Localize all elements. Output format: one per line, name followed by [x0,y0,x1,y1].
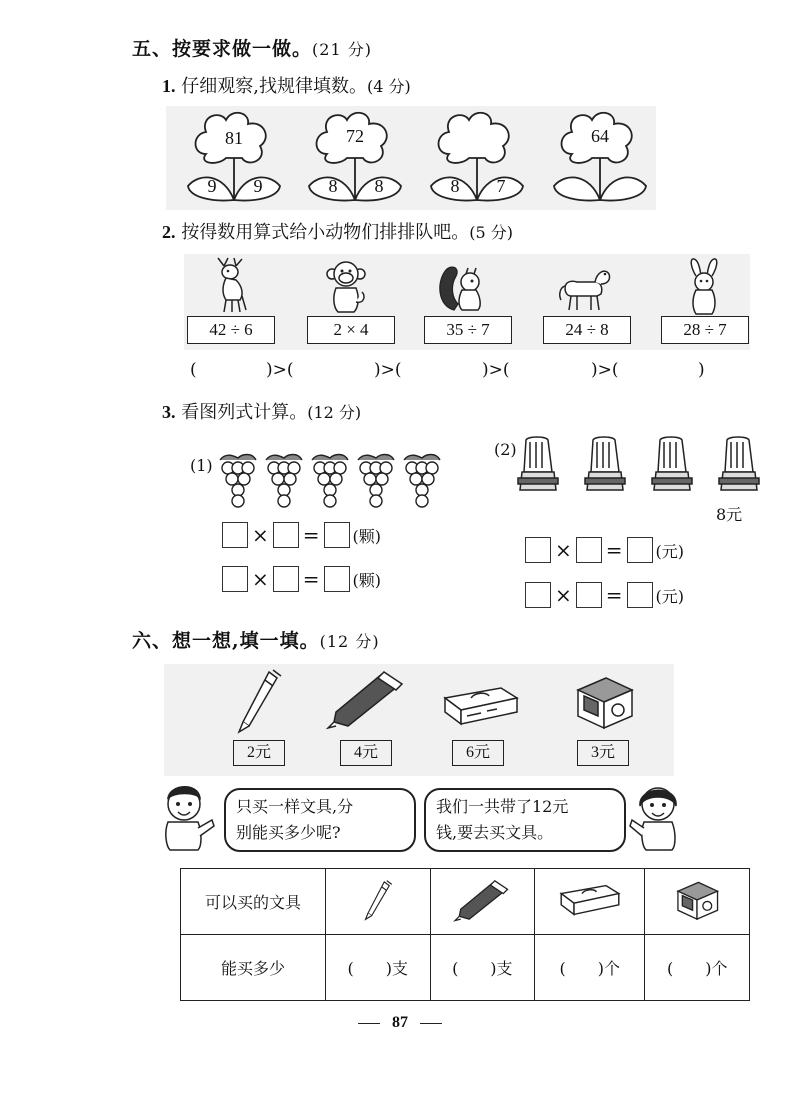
section-6-title [132,626,380,653]
times-sign: × [252,567,269,591]
unit-label: (元) [655,586,685,606]
table-cell-sharpener [645,869,750,935]
question-2-score: (5 分) [469,223,513,242]
flower-2-left: 8 [328,176,338,196]
speech-bubble-left [224,788,416,852]
equals-sign: = [605,538,623,562]
section-5-score: (21 分) [312,40,372,59]
order-separator-1[interactable]: )>( [266,360,294,380]
table-cell-fountain-pen [430,869,535,935]
expression-box-5: 28 ÷ 7 [661,316,749,344]
page-footer [0,1014,800,1032]
unit-label: (颗) [352,570,382,590]
question-2-number: 2. [162,222,176,242]
section-5-title-text: 五、按要求做一做。 [132,38,313,60]
question-2-heading [162,218,513,244]
pencil-sharpener-icon [572,672,636,732]
price-tag-pen: 2元 [233,740,285,766]
pony-icon [557,264,613,314]
answer-box[interactable] [222,522,248,548]
expression-box-3: 35 ÷ 7 [424,316,512,344]
grape-bunch-icon [216,450,260,508]
section-6-title-text: 六、想一想,填一填。 [132,630,320,652]
flower-4-top: 64 [591,126,609,146]
speech-bubble-right [424,788,626,852]
pencil-pen-icon [235,668,283,734]
flower-3-left: 8 [450,176,460,196]
flower-4 [550,106,650,214]
equals-sign: = [605,583,623,607]
gloves-row [516,434,761,496]
answer-box[interactable] [627,582,653,608]
pencil-pen-icon [363,877,393,923]
grape-bunch-icon [262,450,306,508]
squirrel-icon [436,262,488,314]
answer-box[interactable] [576,582,602,608]
flower-1 [184,106,284,214]
bubble-right-line-2: 钱,要去买文具。 [436,823,554,842]
glove-icon [516,434,560,496]
footer-dash-right [420,1023,442,1024]
monkey-icon [324,258,368,314]
unit-label: (元) [655,541,685,561]
row-header-quantity: 能买多少 [181,935,326,1001]
table-cell-pencil-case [535,869,645,935]
times-sign: × [555,538,572,562]
part-2-label: (2) [494,440,517,459]
page-number: 87 [392,1014,408,1031]
footer-dash-left [358,1023,380,1024]
answer-box[interactable] [222,566,248,592]
fountain-pen-icon [326,668,406,730]
question-1-text: 仔细观察,找规律填数。 [181,76,367,97]
answer-box[interactable] [273,522,299,548]
grape-equation-1 [222,522,381,548]
rabbit-icon [684,258,724,316]
answer-box[interactable] [627,537,653,563]
grape-equation-2 [222,566,381,592]
question-3-heading [162,398,361,424]
deer-icon [210,256,254,314]
section-5-title [132,34,372,61]
order-separator-3[interactable]: )>( [482,360,510,380]
price-tag-pencil-case: 6元 [452,740,504,766]
flower-3 [427,106,527,214]
answer-box[interactable] [525,582,551,608]
glove-price: 8元 [716,505,743,524]
order-paren-close: ) [698,360,705,380]
price-tag-sharpener: 3元 [577,740,629,766]
flower-2-right: 8 [374,176,384,196]
fountain-pen-icon [453,878,511,922]
girl-icon [628,780,686,852]
pencil-case-icon [558,882,622,918]
flower-3-right: 7 [496,176,506,196]
expression-box-4: 24 ÷ 8 [543,316,631,344]
section-6-score: (12 分) [319,632,380,651]
order-paren-open: ( [190,360,197,380]
question-1-score: (4 分) [366,77,411,96]
expression-box-2: 2 × 4 [307,316,395,344]
boy-icon [158,780,216,852]
flower-1-top: 81 [225,128,243,148]
bubble-right-line-1: 我们一共带了12元 [436,797,569,816]
question-3-number: 3. [162,402,176,422]
order-separator-2[interactable]: )>( [374,360,402,380]
times-sign: × [555,583,572,607]
price-tag-fountain-pen: 4元 [340,740,392,766]
answer-cell-sharpener[interactable]: ( )个 [645,935,750,1001]
glove-icon [717,434,761,496]
equals-sign: = [302,567,320,591]
stationery-table [180,868,750,1001]
answer-box[interactable] [525,537,551,563]
grape-bunch-icon [354,450,398,508]
answer-box[interactable] [324,566,350,592]
answer-box[interactable] [576,537,602,563]
grape-bunches [216,450,444,508]
grape-bunch-icon [400,450,444,508]
equals-sign: = [302,523,320,547]
question-2-text: 按得数用算式给小动物们排排队吧。 [181,222,470,243]
question-3-score: (12 分) [307,403,362,422]
question-3-text: 看图列式计算。 [181,402,308,423]
pencil-sharpener-icon [673,878,721,922]
question-1-number: 1. [162,76,176,96]
glove-equation-2 [525,582,684,608]
grape-bunch-icon [308,450,352,508]
glove-icon [583,434,627,496]
expression-box-1: 42 ÷ 6 [187,316,275,344]
glove-icon [650,434,694,496]
answer-box[interactable] [324,522,350,548]
glove-equation-1 [525,537,684,563]
answer-box[interactable] [273,566,299,592]
table-row [181,869,750,935]
flower-1-right: 9 [253,176,263,196]
answer-cell-pen[interactable]: ( )支 [326,935,431,1001]
bubble-left-line-2: 别能买多少呢? [236,823,341,842]
flower-2 [305,106,405,214]
table-cell-pen [326,869,431,935]
table-row [181,935,750,1001]
pencil-case-icon [441,684,521,728]
row-header-items: 可以买的文具 [181,869,326,935]
order-separator-4[interactable]: )>( [591,360,619,380]
answer-cell-fountain-pen[interactable]: ( )支 [430,935,535,1001]
flower-icon [550,106,650,210]
bubble-left-line-1: 只买一样文具,分 [236,797,354,816]
unit-label: (颗) [352,526,382,546]
question-1-heading [162,72,411,98]
part-1-label: (1) [190,456,213,475]
flower-1-left: 9 [207,176,217,196]
times-sign: × [252,523,269,547]
flower-2-top: 72 [346,126,364,146]
answer-cell-pencil-case[interactable]: ( )个 [535,935,645,1001]
